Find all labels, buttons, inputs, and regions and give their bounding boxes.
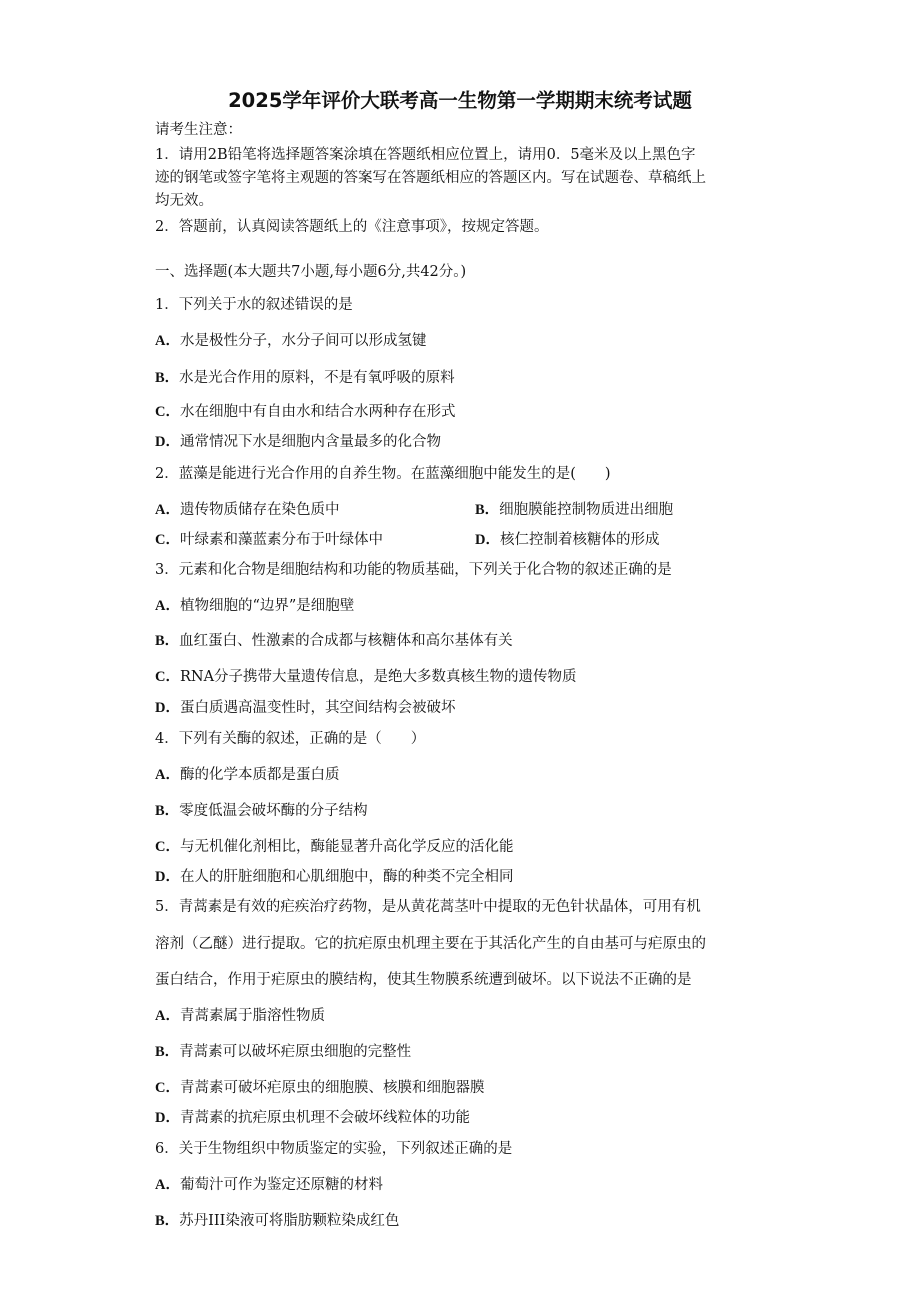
option-label: C．	[155, 404, 180, 420]
option-text: 水在细胞中有自由水和结合水两种存在形式	[179, 404, 456, 420]
option-text: 遗传物质储存在染色质中	[179, 502, 340, 518]
option-line	[155, 765, 339, 785]
option-second-column	[475, 530, 659, 550]
question-stem-line	[155, 970, 692, 990]
option-text: 在人的肝脏细胞和心肌细胞中，酶的种类不完全相同	[179, 869, 514, 885]
option-label: B．	[155, 370, 180, 386]
notice-text: 1．请用2B铅笔将选择题答案涂填在答题纸相应位置上，请用0．5毫米及以上黑色字	[155, 147, 696, 163]
option-text: 青蒿素的抗疟原虫机理不会破坏线粒体的功能	[179, 1110, 470, 1126]
option-label: B．	[155, 633, 180, 649]
option-text: 通常情况下水是细胞内含量最多的化合物	[179, 434, 441, 450]
option-line	[155, 1042, 411, 1062]
option-line	[155, 530, 855, 550]
notice-text: 迹的钢笔或签字笔将主观题的答案写在答题纸相应的答题区内。写在试题卷、草稿纸上	[155, 170, 706, 186]
option-label: D．	[155, 434, 180, 450]
option-label: A．	[155, 502, 180, 518]
option-text: 与无机催化剂相比，酶能显著升高化学反应的活化能	[179, 839, 514, 855]
option-text: 零度低温会破坏酶的分子结构	[179, 803, 368, 819]
notice-line	[155, 145, 696, 165]
option-line	[155, 631, 513, 651]
option-line	[155, 596, 354, 616]
option-text: 青蒿素可以破坏疟原虫细胞的完整性	[179, 1044, 412, 1060]
option-line	[155, 801, 368, 821]
question-stem-line	[155, 295, 353, 315]
notice-text: 均无效。	[155, 193, 213, 209]
option-text: RNA分子携带大量遗传信息，是绝大多数真核生物的遗传物质	[179, 669, 577, 685]
option-label: A．	[155, 767, 180, 783]
option-line	[155, 867, 513, 887]
section-heading: 一、选择题(本大题共7小题,每小题6分,共42分。)	[155, 264, 467, 280]
option-label: A．	[155, 1177, 180, 1193]
question-stem-line	[155, 464, 611, 484]
option-text: 核仁控制着核糖体的形成	[499, 532, 660, 548]
option-text: 细胞膜能控制物质进出细胞	[499, 502, 674, 518]
option-label: A．	[155, 1008, 180, 1024]
option-label: D．	[155, 1110, 180, 1126]
question-stem-line	[155, 560, 672, 580]
option-label: C．	[155, 532, 180, 548]
option-label: C．	[155, 1080, 180, 1096]
question-stem: 1．下列关于水的叙述错误的是	[155, 297, 353, 313]
question-stem: 溶剂（乙醚）进行提取。它的抗疟原虫机理主要在于其活化产生的自由基可与疟原虫的	[155, 936, 706, 952]
option-line	[155, 667, 577, 687]
option-line	[155, 500, 855, 520]
option-line	[155, 698, 455, 718]
option-text: 青蒿素属于脂溶性物质	[179, 1008, 325, 1024]
question-stem-line	[155, 897, 701, 917]
option-line	[155, 1175, 383, 1195]
option-text: 青蒿素可破坏疟原虫的细胞膜、核膜和细胞器膜	[179, 1080, 485, 1096]
option-line	[155, 1006, 325, 1026]
question-stem: 6．关于生物组织中物质鉴定的实验，下列叙述正确的是	[155, 1141, 513, 1157]
option-second-column	[475, 500, 673, 520]
option-label: D．	[475, 532, 500, 548]
notice-line	[155, 168, 706, 188]
option-line	[155, 331, 426, 351]
option-label: D．	[155, 869, 180, 885]
question-stem-line	[155, 1139, 512, 1159]
notice-line	[155, 217, 548, 237]
option-line	[155, 837, 513, 857]
option-line	[155, 1108, 470, 1128]
question-stem: 蛋白结合，作用于疟原虫的膜结构，使其生物膜系统遭到破坏。以下说法不正确的是	[155, 972, 692, 988]
notice-line	[155, 191, 213, 211]
question-stem: 4．下列有关酶的叙述，正确的是（ ）	[155, 731, 426, 747]
option-label: B．	[475, 502, 500, 518]
option-label: A．	[155, 333, 180, 349]
page-title: 2025学年评价大联考高一生物第一学期期末统考试题	[228, 89, 692, 112]
option-text: 苏丹III染液可将脂肪颗粒染成红色	[179, 1213, 400, 1229]
option-label: C．	[155, 839, 180, 855]
question-stem-line	[155, 934, 706, 954]
option-text: 葡萄汁可作为鉴定还原糖的材料	[179, 1177, 383, 1193]
notice-heading-line	[155, 120, 242, 140]
option-line	[155, 402, 455, 422]
question-stem-line	[155, 729, 425, 749]
section-line	[155, 262, 466, 282]
option-text: 水是极性分子，水分子间可以形成氢键	[179, 333, 427, 349]
option-text: 水是光合作用的原料，不是有氧呼吸的原料	[179, 370, 455, 386]
option-label: B．	[155, 1044, 180, 1060]
notice-heading: 请考生注意：	[155, 122, 242, 138]
option-text: 血红蛋白、性激素的合成都与核糖体和高尔基体有关	[179, 633, 513, 649]
question-stem: 2．蓝藻是能进行光合作用的自养生物。在蓝藻细胞中能发生的是( )	[155, 466, 611, 482]
option-text: 蛋白质遇高温变性时，其空间结构会被破坏	[179, 700, 456, 716]
option-text: 酶的化学本质都是蛋白质	[179, 767, 340, 783]
option-text: 叶绿素和藻蓝素分布于叶绿体中	[179, 532, 383, 548]
option-text: 植物细胞的“边界”是细胞壁	[179, 598, 355, 614]
option-label: C．	[155, 669, 180, 685]
option-line	[155, 1211, 399, 1231]
option-label: B．	[155, 803, 180, 819]
option-label: D．	[155, 700, 180, 716]
option-line	[155, 1078, 484, 1098]
option-line	[155, 368, 455, 388]
question-stem: 5．青蒿素是有效的疟疾治疗药物，是从黄花蒿茎叶中提取的无色针状晶体，可用有机	[155, 899, 701, 915]
option-label: A．	[155, 598, 180, 614]
option-line	[155, 432, 441, 452]
notice-text: 2．答题前，认真阅读答题纸上的《注意事项》，按规定答题。	[155, 219, 549, 235]
option-label: B．	[155, 1213, 180, 1229]
question-stem: 3．元素和化合物是细胞结构和功能的物质基础，下列关于化合物的叙述正确的是	[155, 562, 672, 578]
